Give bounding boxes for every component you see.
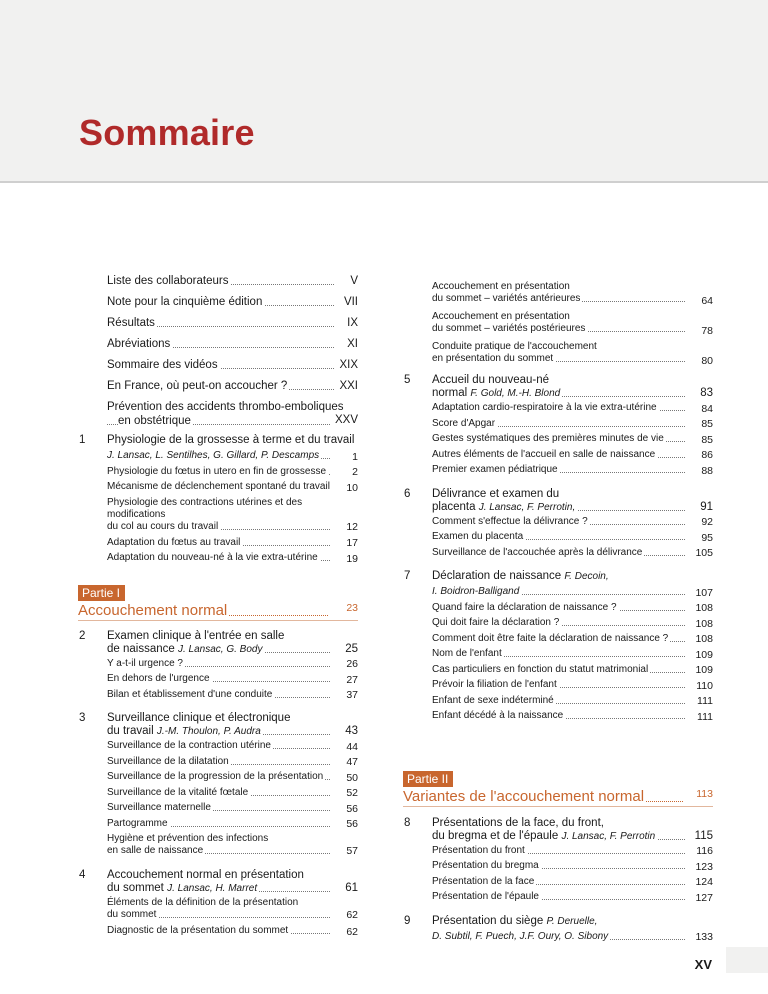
part-1-tag: Partie I (78, 585, 125, 601)
toc-section[interactable]: Bilan et établissement d'une conduite 37 (107, 688, 358, 701)
chapter-1-authors: J. Lansac, L. Sentilhes, G. Gillard, P. Descamps 1 (107, 450, 358, 463)
toc-entry[interactable]: Résultats IX (107, 317, 358, 329)
toc-section[interactable]: Y a-t-il urgence ? 26 (107, 657, 358, 670)
toc-section[interactable]: Enfant de sexe indéterminé 111 (432, 694, 713, 707)
toc-entry[interactable]: Liste des collaborateurs V (107, 275, 358, 287)
chapter-5-heading[interactable]: 5 Accueil du nouveau-né normal F. Gold, M.-H. Blond 83 (404, 374, 713, 399)
header-band (0, 0, 768, 182)
part-1-heading[interactable]: Partie I Accouchement normal 23 (78, 585, 358, 619)
chapter-9-heading[interactable]: 9 Présentation du siège P. Deruelle, (404, 914, 598, 927)
part-1-title: Accouchement normal (78, 601, 228, 619)
toc-section[interactable]: Cas particuliers en fonction du statut matrimonial 109 (432, 663, 713, 676)
chapter-7-authors: I. Boidron-Balligand 107 (432, 586, 713, 599)
toc-section[interactable]: Surveillance de la vitalité fœtale 52 (107, 786, 358, 799)
toc-section[interactable]: Enfant décédé à la naissance 111 (432, 710, 713, 723)
toc-section[interactable]: En dehors de l'urgence 27 (107, 673, 358, 686)
toc-section[interactable]: Comment s'effectue la délivrance ? 92 (432, 515, 713, 528)
chapter-2-heading[interactable]: 2 Examen clinique à l'entrée en salle de naissance J. Lansac, G. Body 25 (79, 629, 358, 655)
chapter-1-heading[interactable]: 1 Physiologie de la grossesse à terme et du travail (79, 434, 355, 446)
toc-section[interactable]: Score d'Apgar 85 (432, 417, 713, 430)
header-rule (0, 181, 768, 183)
toc-section[interactable]: Surveillance de la contraction utérine 44 (107, 740, 358, 753)
toc-section[interactable]: Adaptation cardio-respiratoire à la vie extra-utérine 84 (432, 402, 713, 415)
toc-section[interactable]: Physiologie des contractions utérines et des modifications du col au cours du travail 12 (107, 496, 358, 533)
toc-section[interactable]: Quand faire la déclaration de naissance ? 108 (432, 601, 713, 614)
toc-entry[interactable]: Note pour la cinquième édition VII (107, 296, 358, 308)
chapter-4-heading[interactable]: 4 Accouchement normal en présentation du sommet J. Lansac, H. Marret 61 (79, 869, 358, 894)
toc-section[interactable]: Autres éléments de l'accueil en salle de naissance 86 (432, 448, 713, 461)
toc-entry[interactable]: En France, où peut-on accoucher ? XXI (107, 380, 358, 392)
chapter-6-heading[interactable]: 6 Délivrance et examen du placenta J. Lansac, F. Perrotin, 91 (404, 487, 713, 513)
chapter-3-heading[interactable]: 3 Surveillance clinique et électronique du travail J.-M. Thoulon, P. Audra 43 (79, 712, 358, 737)
part-2-title: Variantes de l'accouchement normal (403, 787, 645, 805)
toc-section[interactable]: Surveillance maternelle 56 (107, 802, 358, 815)
toc-section[interactable]: Comment doit être faite la déclaration de naissance ? 108 (432, 632, 713, 645)
chapter-9-authors: D. Subtil, F. Puech, J.F. Oury, O. Sibony 133 (432, 930, 713, 943)
toc-right-column (403, 281, 713, 946)
toc-entry[interactable]: Sommaire des vidéos XIX (107, 359, 358, 371)
toc-section[interactable]: Surveillance de la dilatation 47 (107, 755, 358, 768)
part-1-rule (78, 620, 358, 621)
toc-section[interactable]: Premier examen pédiatrique 88 (432, 464, 713, 477)
toc-section[interactable]: Présentation de la face 124 (432, 875, 713, 888)
chapter-8-heading[interactable]: 8 Présentations de la face, du front, du bregma et de l'épaule J. Lansac, F. Perrotin 115 (404, 816, 713, 842)
toc-section[interactable]: Accouchement en présentation du sommet – variétés antérieures 64 (432, 281, 713, 307)
toc-section[interactable]: Accouchement en présentation du sommet – variétés postérieures 78 (432, 311, 713, 337)
toc-section[interactable]: Surveillance de la progression de la présentation 50 (107, 771, 358, 784)
toc-entry[interactable]: Abréviations XI (107, 338, 358, 350)
toc-section[interactable]: Présentation de l'épaule 127 (432, 891, 713, 904)
toc-section[interactable]: Diagnostic de la présentation du sommet 62 (107, 925, 358, 938)
chapter-7-heading[interactable]: 7 Déclaration de naissance F. Decoin, (404, 570, 609, 582)
toc-section[interactable]: Partogramme 56 (107, 817, 358, 830)
part-2-heading[interactable]: Partie II Variantes de l'accouchement normal 113 (403, 771, 713, 805)
toc-section[interactable]: Surveillance de l'accouchée après la délivrance 105 (432, 546, 713, 559)
part-2-tag: Partie II (403, 771, 453, 787)
toc-section[interactable]: Éléments de la définition de la présentation du sommet 62 (107, 897, 358, 921)
toc-section[interactable]: Nom de l'enfant 109 (432, 648, 713, 661)
page-folio: XV (694, 957, 712, 972)
toc-section[interactable]: Examen du placenta 95 (432, 531, 713, 544)
toc-section[interactable]: Présentation du bregma 123 (432, 860, 713, 873)
toc-section[interactable]: Présentation du front 116 (432, 844, 713, 857)
toc-section[interactable]: Prévoir la filiation de l'enfant 110 (432, 679, 713, 692)
toc-section[interactable]: Qui doit faire la déclaration ? 108 (432, 617, 713, 630)
toc-section[interactable]: Conduite pratique de l'accouchement en présentation du sommet 80 (432, 341, 713, 367)
toc-section[interactable]: Adaptation du nouveau-né à la vie extra-utérine 19 (107, 552, 358, 565)
toc-section[interactable]: Gestes systématiques des premières minutes de vie 85 (432, 433, 713, 446)
toc-entry[interactable]: Prévention des accidents thrombo-emboliques en obstétrique XXV (107, 401, 358, 427)
toc-section[interactable]: Hygiène et prévention des infections en salle de naissance 57 (107, 833, 358, 857)
page-title: Sommaire (79, 112, 255, 153)
part-2-rule (403, 806, 713, 807)
toc-section[interactable]: Physiologie du fœtus in utero en fin de grossesse 2 (107, 465, 358, 478)
toc-section[interactable]: Mécanisme de déclenchement spontané du travail 10 (107, 481, 358, 494)
toc-section[interactable]: Adaptation du fœtus au travail 17 (107, 536, 358, 549)
corner-tab (726, 947, 768, 973)
toc-left-column (78, 274, 358, 941)
